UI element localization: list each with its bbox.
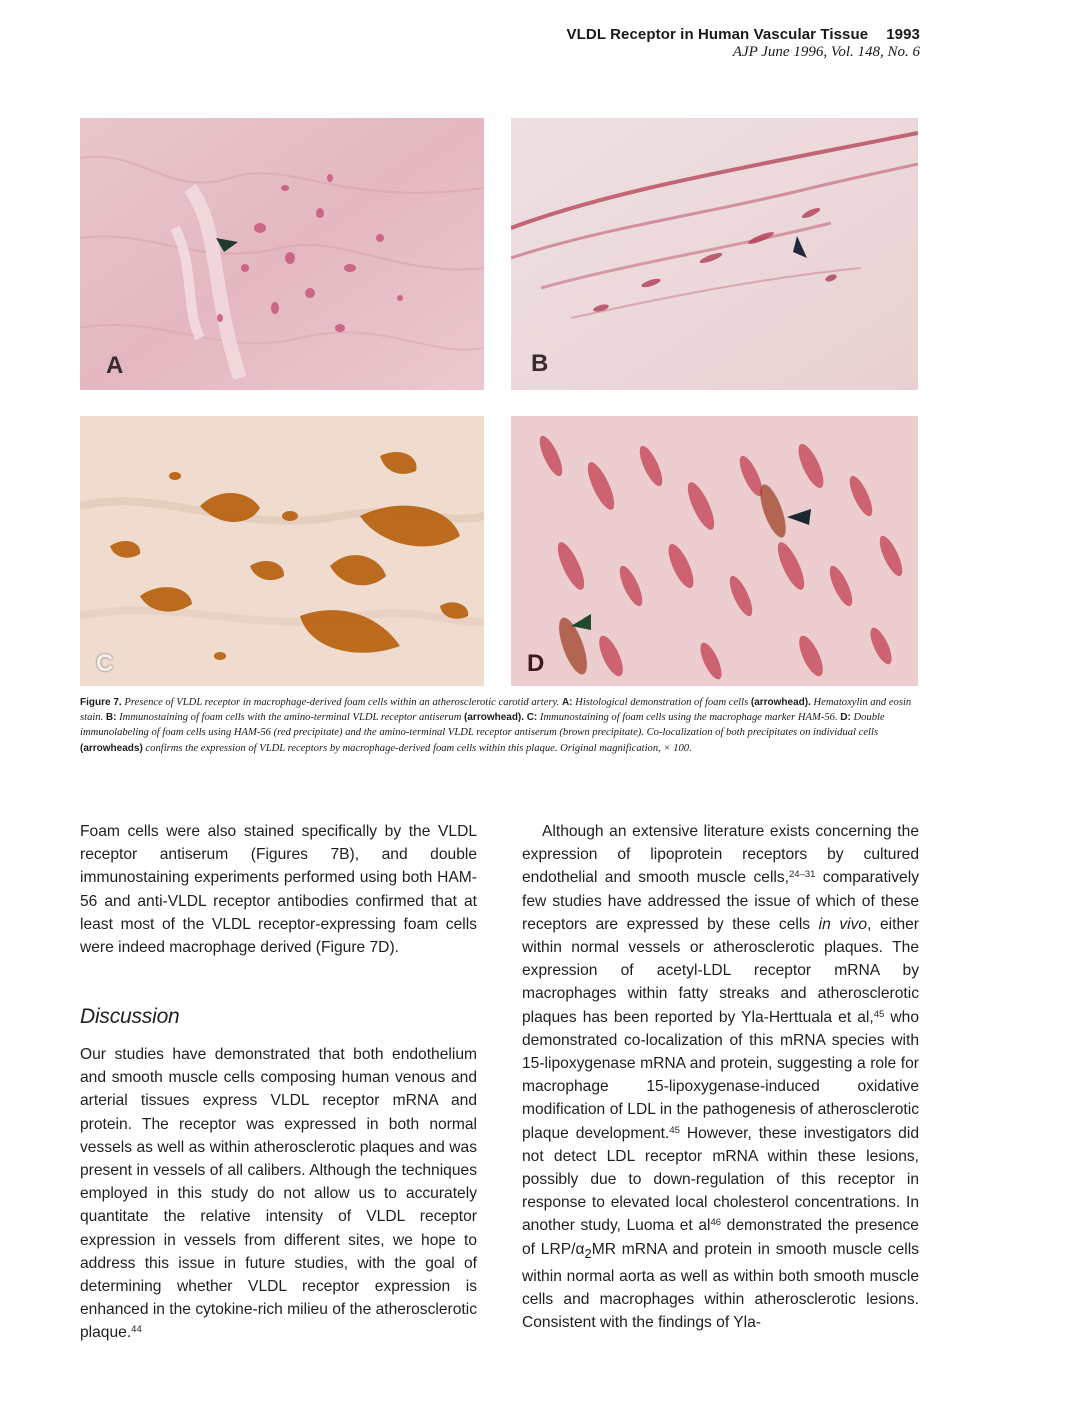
micrograph-d [511,416,918,686]
caption-d-text: Double immunolabeling of foam cells using HAM-56 (red precipitate) and the amino-terminal VLDL receptor antiserum (brown precipitate). Co-localization of both precipitates on individual cells [80,712,885,739]
micrograph-b [511,118,918,390]
caption-d-text2: confirms the expression of VLDL receptors by macrophage-derived foam cells within this plaque. Original magnification, × 100. [145,742,692,754]
text-run: MR mRNA and protein in smooth muscle cells within normal aorta as well as within both smooth muscle cells and macrophages within atherosclerotic lesions. Consistent with the findings of Yla- [522,1240,919,1332]
text-run: demonstrated the presence of LRP/α [522,1217,919,1258]
micrograph-c [80,416,484,686]
text-run: who demonstrated co-localization of this mRNA species with 15-lipoxygenase mRNA and protein, suggesting a role for macrophage 15-lipoxygenase-induced oxidative modification of LDL in the pathogenesis of atherosclerotic plaque development. [522,1008,919,1142]
caption-b-label: B: [105,712,117,724]
caption-a-paren: (arrowhead). [750,697,811,708]
caption-sentence: Presence of VLDL receptor in macrophage-derived foam cells within an atherosclerotic carotid artery. [124,697,560,708]
discussion-text: Our studies have demonstrated that both endothelium and smooth muscle cells composing human venous and arterial tissues express VLDL receptor mRNA and protein. The receptor was expressed in both normal vessels as well as within atherosclerotic plaques and was present in vessels of all calibers. Although the techniques employed in this study do not allow us to accurately quantitate the relative intensity of VLDL receptor expression in vessels from different sites, we hope to address this issue in future studies, with the goal of determining whether VLDL receptor expression is enhanced in the cytokine-rich milieu of the atherosclerotic plaque. [80,1046,477,1342]
micrograph-a [80,118,484,390]
reference-superscript: 45 [873,1008,885,1020]
caption-c-text: Immunostaining of foam cells using the macrophage marker HAM-56. [539,712,838,724]
journal-line: AJP June 1996, Vol. 148, No. 6 [732,44,920,60]
caption-a-text: Histological demonstration of foam cells [575,697,749,708]
figure-panel-a [80,118,484,390]
figure-panel-c [80,416,484,686]
page-number: 1993 [886,26,920,43]
right-column [522,820,919,1335]
caption-a-text2: Hematoxylin and eosin stain. [80,697,912,724]
reference-superscript: 24–31 [789,869,816,881]
figure-caption [80,695,922,756]
panel-label-d: D [527,650,545,677]
subscript: 2 [584,1245,592,1261]
reference-superscript: 45 [669,1124,680,1136]
panel-label-b: B [531,350,549,377]
panel-label-c: C [96,650,114,677]
text-run: However, these investigators did not detect LDL receptor mRNA within these lesions, possibly due to down-regulation of this receptor in response to elevated local cholesterol concentrations. In another study, Luoma et al [522,1124,919,1235]
running-header [567,26,920,43]
reference-superscript: 44 [131,1324,142,1336]
running-title: VLDL Receptor in Human Vascular Tissue [566,26,869,43]
caption-prefix: Figure 7. [80,697,122,708]
caption-b-text: Immunostaining of foam cells with the amino-terminal VLDL receptor antiserum [119,712,462,724]
section-heading-discussion: Discussion [80,1005,180,1028]
body-paragraph: Foam cells were also stained specifically by the VLDL receptor antiserum (Figures 7B), and double immunostaining experiments performed using both HAM-56 and anti-VLDL receptor antibodies confirmed that at least most of the VLDL receptor-expressing foam cells were indeed macrophage derived (Figure 7D). [80,823,477,957]
body-paragraph [522,820,919,1335]
text-run: comparatively few studies have addressed the issue of which of these receptors are expressed by these cells [522,869,919,933]
caption-b-paren: (arrowhead). [464,712,525,724]
reference-superscript: 46 [710,1217,722,1229]
panel-label-a: A [106,352,124,379]
figure-panel-b [511,118,918,390]
text-run: , either within normal vessels or atherosclerotic plaques. The expression of acetyl-LDL receptor mRNA by macrophages within fatty streaks and atherosclerotic plaques has been reported by Yla-Herttuala et al, [522,915,919,1026]
caption-d-paren: (arrowheads) [80,742,143,754]
text-run-italic: in vivo [818,915,868,933]
left-column [80,820,477,959]
figure-panel-d [511,416,918,686]
body-paragraph [80,1043,477,1345]
discussion-column [80,1043,477,1345]
caption-a-label: A: [561,697,573,708]
caption-c-label: C: [526,712,538,724]
text-run: Although an extensive literature exists concerning the expression of lipoprotein receptors by cultured endothelial and smooth muscle cells, [522,823,919,887]
caption-d-label: D: [840,712,851,724]
